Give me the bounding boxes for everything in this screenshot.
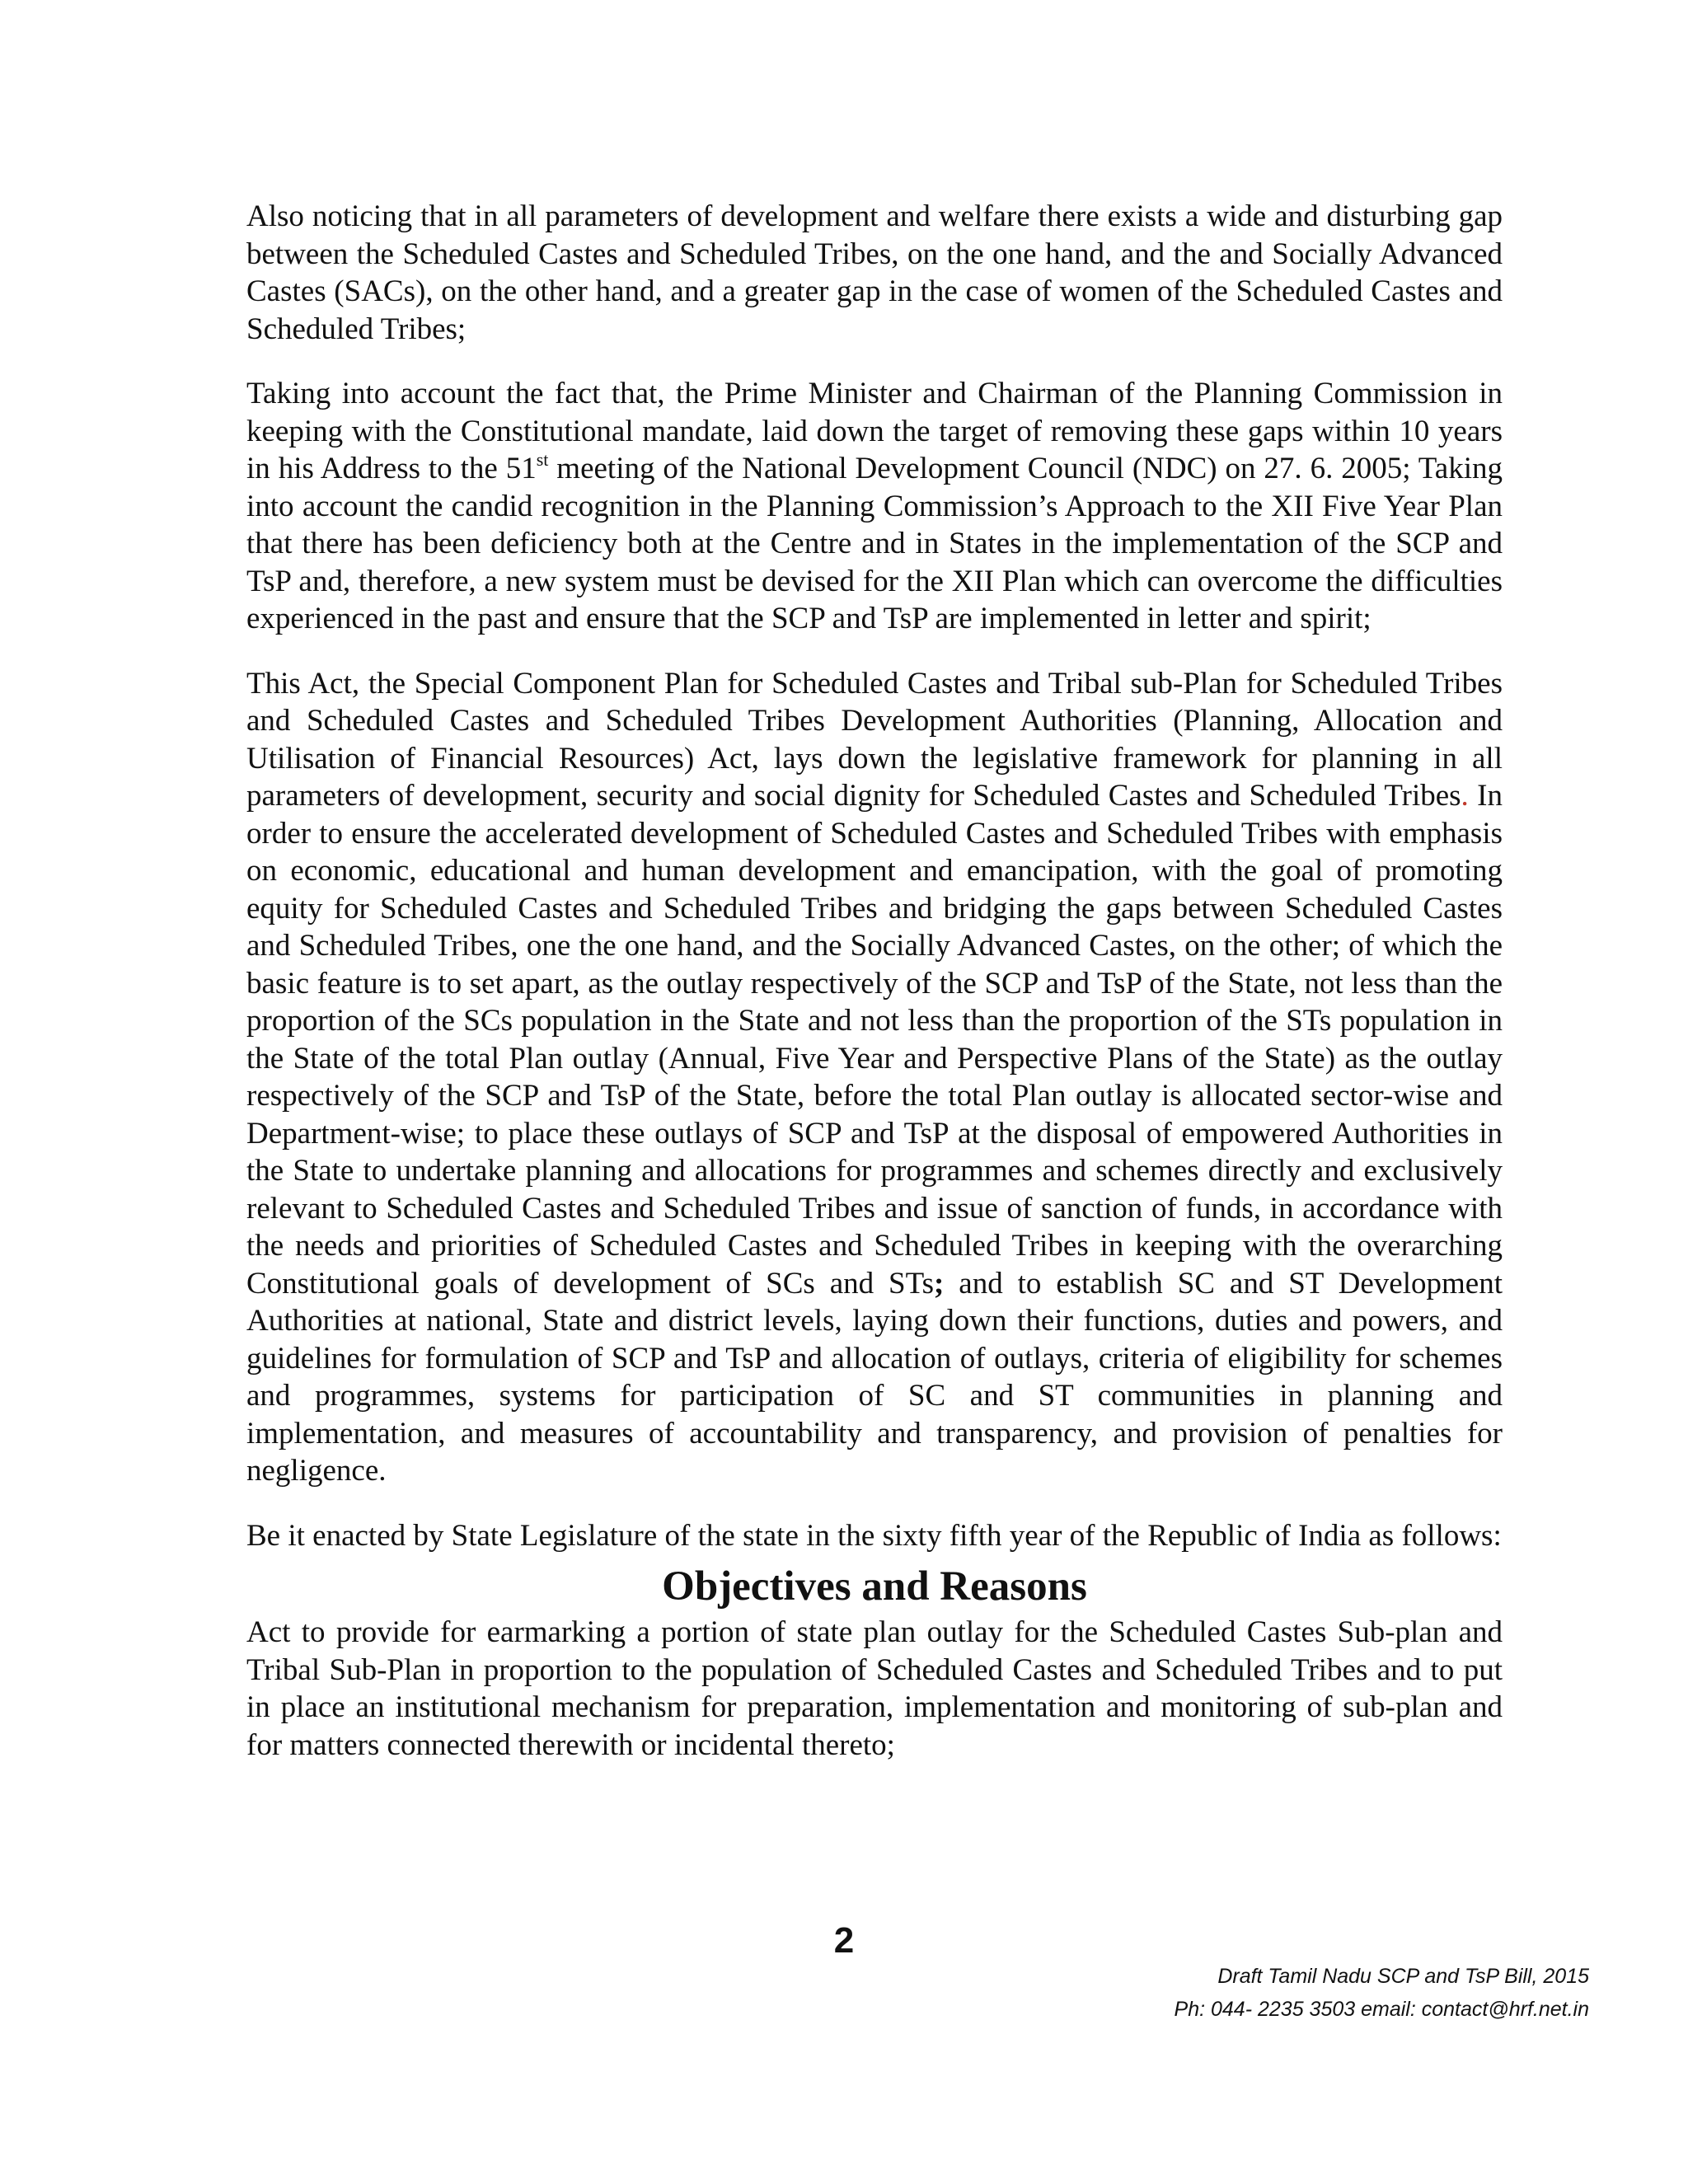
paragraph-text-part: ; xyxy=(934,1266,945,1301)
paragraph-text-part: meeting of the National Development Council (NDC) on 27. 6. 2005; Taking into account the candid recognition in the Planning Commission’s Approach to the XII Five Year Plan that there has been deficiency both at the Centre and in States in the implementation of the SCP and TsP and, therefore, a new system must be devised for the XII Plan which can overcome the difficulties experienced in the past and ensure that the SCP and TsP are implemented in letter and spirit; xyxy=(246,452,1503,635)
paragraph-text-part: . xyxy=(1461,779,1469,813)
paragraph-gap-notice: Also noticing that in all parameters of development and welfare there exists a wide and disturbing gap between the Scheduled Castes and Scheduled Tribes, on the one hand, and the and Socially Advanced Castes (SACs), on the other hand, and a greater gap in the case of women of the Scheduled Castes and Scheduled Tribes; xyxy=(246,199,1503,346)
paragraph-act-framework xyxy=(246,665,1503,1490)
paragraph-objectives: Act to provide for earmarking a portion of state plan outlay for the Scheduled Castes Sub-plan and Tribal Sub-Plan in proportion to the population of Scheduled Castes and Scheduled Tribes and to put in place an institutional mechanism for preparation, implementation and monitoring of sub-plan and for matters connected therewith or incidental thereto; xyxy=(246,1615,1503,1762)
footer-contact: Ph: 044- 2235 3503 email: contact@hrf.net.in xyxy=(1174,1998,1589,2021)
page-number: 2 xyxy=(833,1920,855,1961)
footer xyxy=(1175,1960,1589,2026)
section-heading: Objectives and Reasons xyxy=(662,1563,1087,1610)
paragraph-enactment: Be it enacted by State Legislature of the state in the sixty fifth year of the Republic of India as follows: xyxy=(246,1518,1502,1553)
ordinal-superscript: st xyxy=(536,449,549,470)
paragraph-text-part: In order to ensure the accelerated development of Scheduled Castes and Scheduled Tribes with emphasis on economic, educational and human development and emancipation, with the goal of promoting equity for Scheduled Castes and Scheduled Tribes and bridging the gaps between Scheduled Castes and Scheduled Tribes, one the one hand, and the Socially Advanced Castes, on the other; of which the basic feature is to set apart, as the outlay respectively of the SCP and TsP of the State, not less than the proportion of the SCs population in the State and not less than the proportion of the STs population in the State of the total Plan outlay (Annual, Five Year and Perspective Plans of the State) as the outlay respectively of the SCP and TsP of the State, before the total Plan outlay is allocated sector-wise and Department-wise; to place these outlays of SCP and TsP at the disposal of empowered Authorities in the State to undertake planning and allocations for programmes and schemes directly and exclusively relevant to Scheduled Castes and Scheduled Tribes and issue of sanction of funds, in accordance with the needs and priorities of Scheduled Castes and Scheduled Tribes in keeping with the overarching Constitutional goals of development of SCs and STs xyxy=(246,779,1503,1301)
document-body xyxy=(246,198,1503,1791)
footer-title: Draft Tamil Nadu SCP and TsP Bill, 2015 xyxy=(1217,1965,1589,1988)
paragraph-prime-minister-target xyxy=(246,375,1503,638)
paragraph-text-part: This Act, the Special Component Plan for Scheduled Castes and Tribal sub-Plan for Scheduled Tribes and Scheduled Castes and Scheduled Tribes Development Authorities (Planning, Allocation and Utilisation of Financial Resources) Act, lays down the legislative framework for planning in all parameters of development, security and social dignity for Scheduled Castes and Scheduled Tribes xyxy=(246,666,1503,813)
paragraph-text-part: and to establish SC and ST Development Authorities at national, State and district levels, laying down their functions, duties and powers, and guidelines for formulation of SCP and TsP and allocation of outlays, criteria of eligibility for schemes and programmes, systems for participation of SC and ST communities in planning and implementation, and measures of accountability and transparency, and provision of penalties for negligence. xyxy=(246,1266,1503,1488)
paragraph-text-part: Taking into account the fact that, the Prime Minister and Chairman of the Planning Commission in keeping with the Constitutional mandate, laid down the target of removing these gaps within 10 years in his Address to the 51 xyxy=(246,377,1503,485)
